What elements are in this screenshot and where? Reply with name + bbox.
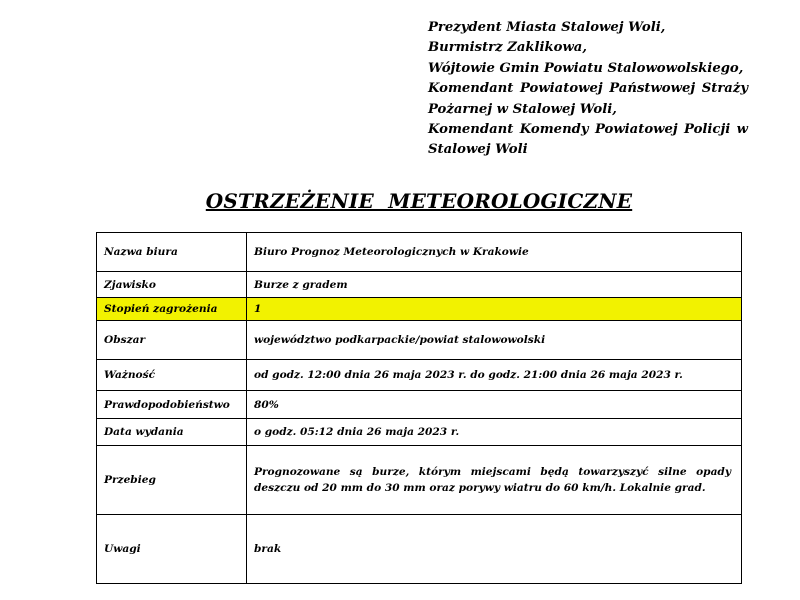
table-row-validity bbox=[97, 360, 742, 391]
row-label: Obszar bbox=[97, 321, 247, 360]
row-value: 80% bbox=[247, 391, 742, 419]
recipient-line: Komendant Powiatowej Państwowej Straży bbox=[428, 81, 748, 97]
table-row-course bbox=[97, 446, 742, 515]
row-value: Biuro Prognoz Meteorologicznych w Krakowie bbox=[247, 233, 742, 272]
document-title: OSTRZEŻENIE METEOROLOGICZNE bbox=[205, 189, 633, 213]
row-value: Burze z gradem bbox=[247, 272, 742, 298]
recipient-line: Stalowej Woli bbox=[428, 142, 528, 158]
table-row-issue-date bbox=[97, 419, 742, 446]
recipient-line: Prezydent Miasta Stalowej Woli, bbox=[428, 20, 666, 35]
table-row-probability bbox=[97, 391, 742, 419]
recipient-line: Komendant Komendy Powiatowej Policji w bbox=[428, 122, 748, 138]
row-value: o godz. 05:12 dnia 26 maja 2023 r. bbox=[247, 419, 742, 446]
table-row-office bbox=[97, 233, 742, 272]
table-row-notes bbox=[97, 515, 742, 584]
row-label: Prawdopodobieństwo bbox=[97, 391, 247, 419]
row-value: województwo podkarpackie/powiat stalowowolski bbox=[247, 321, 742, 360]
recipient-line: Wójtowie Gmin Powiatu Stalowowolskiego, bbox=[428, 60, 744, 76]
row-label: Przebieg bbox=[97, 446, 247, 515]
row-label: Data wydania bbox=[97, 419, 247, 446]
row-value: 1 bbox=[247, 298, 742, 321]
table-row-area bbox=[97, 321, 742, 360]
row-label: Ważność bbox=[97, 360, 247, 391]
row-label: Nazwa biura bbox=[97, 233, 247, 272]
table-row-threat-level bbox=[97, 298, 742, 321]
row-label: Stopień zagrożenia bbox=[97, 298, 247, 321]
recipient-line: Pożarnej w Stalowej Woli, bbox=[428, 101, 617, 117]
recipients-block bbox=[428, 18, 748, 161]
recipient-line: Burmistrz Zaklikowa, bbox=[428, 40, 587, 56]
table-row-phenomenon bbox=[97, 272, 742, 298]
course-text: Prognozowane są burze, którym miejscami będą towarzyszyć silne opady deszczu od 20 mm do 30 mm oraz porywy wiatru do 60 km/h. Lokalnie grad. bbox=[254, 466, 731, 494]
row-label: Uwagi bbox=[97, 515, 247, 584]
row-value: od godz. 12:00 dnia 26 maja 2023 r. do godz. 21:00 dnia 26 maja 2023 r. bbox=[247, 360, 742, 391]
warning-table bbox=[96, 232, 742, 584]
row-value: brak bbox=[247, 515, 742, 584]
row-value bbox=[247, 446, 742, 515]
row-label: Zjawisko bbox=[97, 272, 247, 298]
